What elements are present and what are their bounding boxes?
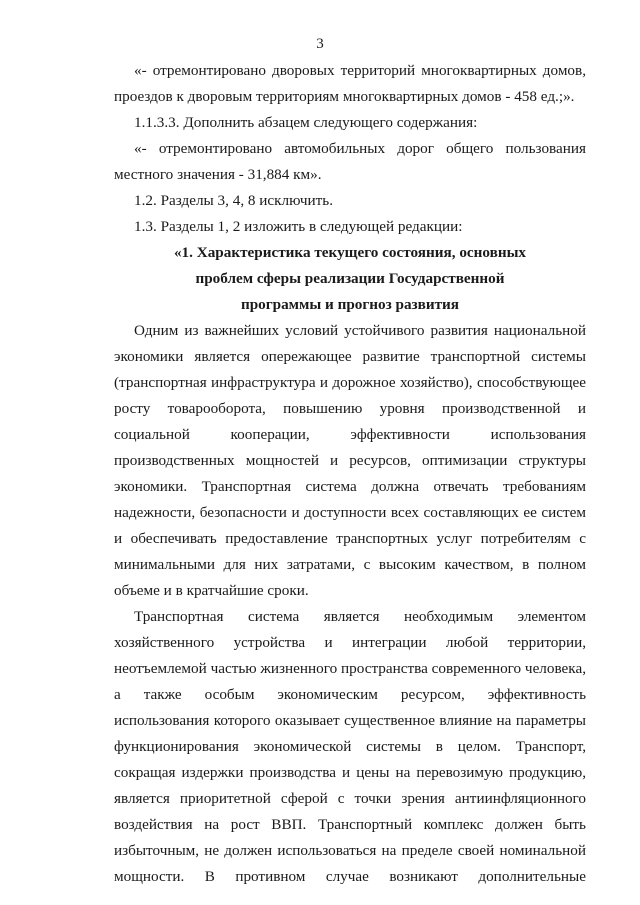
paragraph-transport-system: Транспортная система является необходимым элементом хозяйственного устройства и интеграции любой территории, неотъемлемой частью жизненного пространства современного человека, а также особым экономическим ресурсом, эффективность использования которого оказывает существенное влияние на параметры функционирования экономической системы в целом. Транспорт, сокращая издержки производства и цены на перевозимую продукцию, является приоритетной сферой с точки зрения антиинфляционного воздействия на рост ВВП. Транспортный комплекс должен быть избыточным, не должен использоваться на пределе своей номинальной мощности. В противном случае возникают дополнительные: [114, 608, 586, 885]
paragraph-roads: «- отремонтировано автомобильных дорог общего пользования местного значения - 31,884 км».: [114, 140, 586, 183]
paragraph-amendment-1-3: 1.3. Разделы 1, 2 изложить в следующей редакции:: [134, 218, 463, 235]
document-body: [114, 58, 586, 890]
paragraph-amendment-1-1-3-3: 1.1.3.3. Дополнить абзацем следующего содержания:: [134, 114, 478, 131]
section-heading-line: проблем сферы реализации Государственной: [195, 270, 505, 287]
paragraph-transport-importance: Одним из важнейших условий устойчивого развития национальной экономики является опережающее развитие транспортной системы (транспортная инфраструктура и дорожное хозяйство), способствующее росту товарооборота, повышению уровня производственной и социальной кооперации, эффективности использования производственных мощностей и ресурсов, оптимизации структуры экономики. Транспортная система должна отвечать требованиям надежности, безопасности и доступности всех составляющих ее систем и обеспечивать предоставление транспортных услуг потребителям с минимальными для них затратами, с высоким качеством, в полном объеме и в кратчайшие сроки.: [114, 322, 586, 599]
section-heading-line: «1. Характеристика текущего состояния, основных: [173, 244, 527, 261]
section-heading: [114, 240, 586, 318]
page-number: 3: [316, 36, 324, 52]
section-heading-line: программы и прогноз развития: [240, 296, 460, 313]
paragraph-courtyards: «- отремонтировано дворовых территорий многоквартирных домов, проездов к дворовым территориям многоквартирных домов - 458 ед.;».: [114, 62, 586, 105]
paragraph-amendment-1-2: 1.2. Разделы 3, 4, 8 исключить.: [134, 192, 334, 209]
